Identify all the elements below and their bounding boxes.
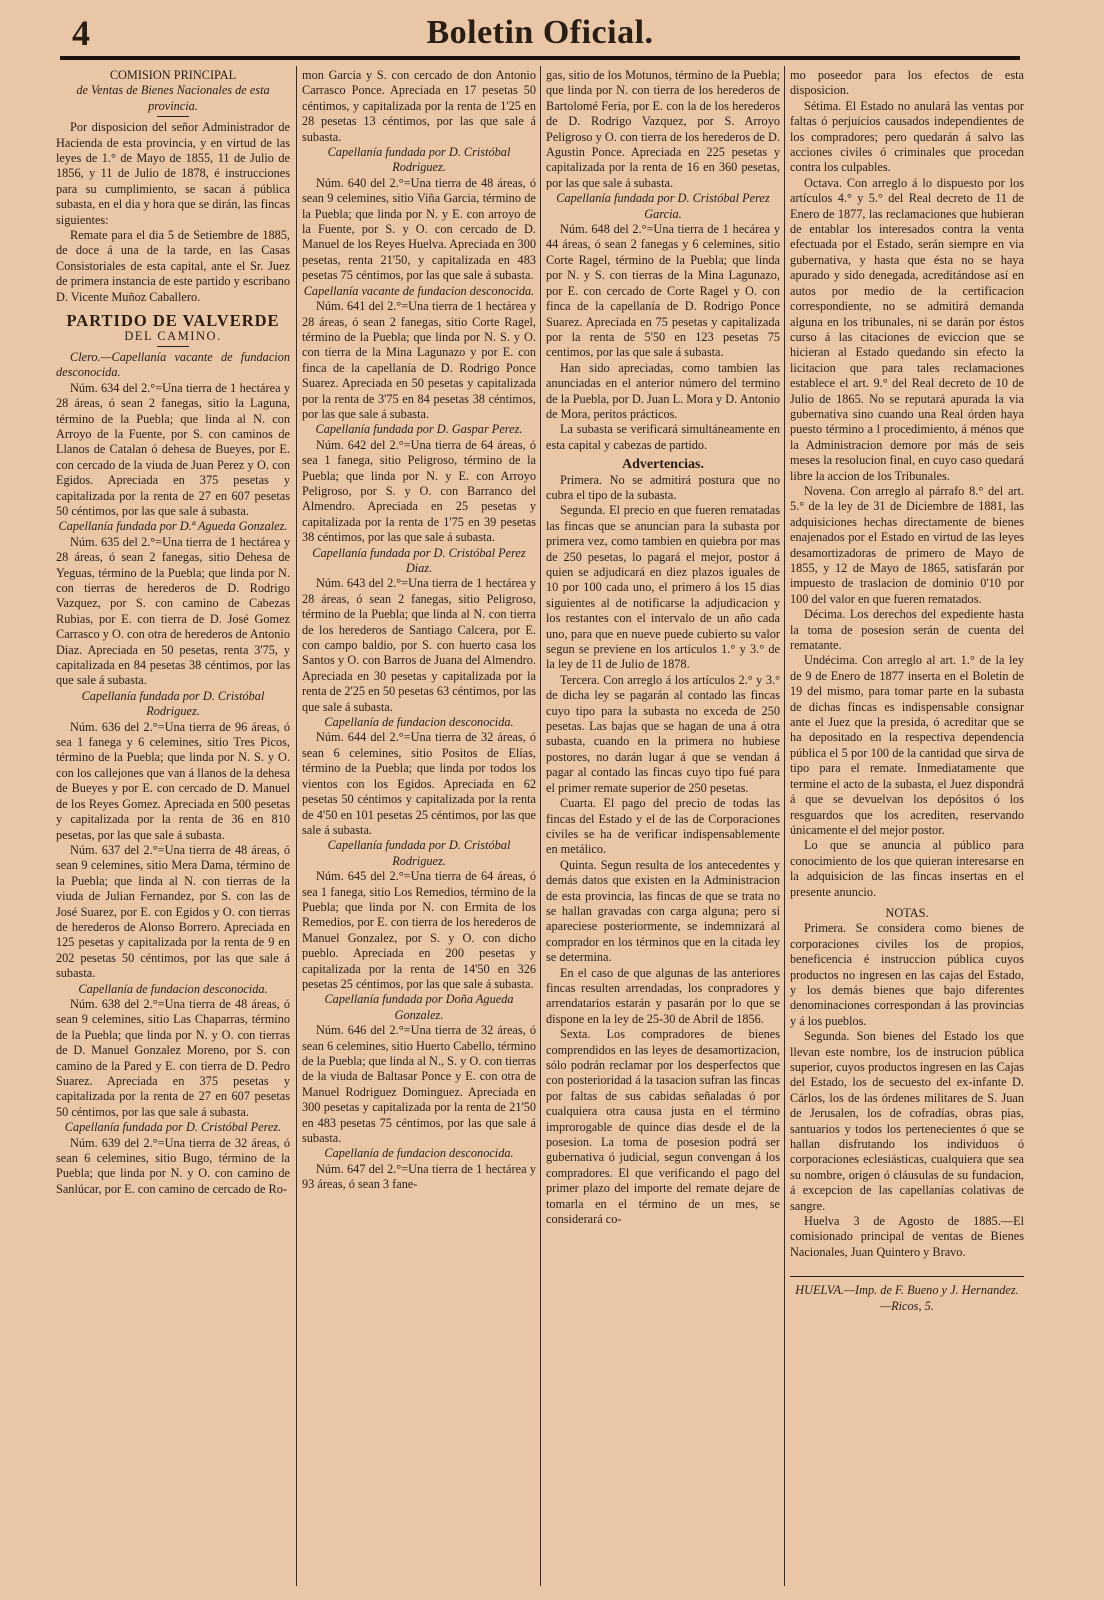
warning-6-continued: mo poseedor para los efectos de esta disposicion. <box>790 68 1024 98</box>
lot-647-continued: gas, sitio de los Motunos, término de la Puebla; que linda por N. con tierra de los herederos de Bartolomé Feria, por E. con la de los herederos de D. Rodrigo Vazquez, por S. Arroyo Peligroso y O. con tierra de los herederos de D. Agustin Ponce. Apreciada en 225 pesetas y capitalizada por la renta de 16 en 360 pesetas, por las que sale á subasta. <box>546 68 780 190</box>
warning-5: Quinta. Segun resulta de los antecedentes y demás datos que existen en la Administracion de esta provincia, las fincas de que se trata no se hallan gravadas con carga alguna; pero si apareciese posteriormente, se indemnizará al comprador en los términos que en la citada ley se determina. <box>546 857 780 965</box>
chaplaincy-note: Capellanía fundada por D. Gaspar Perez. <box>315 422 523 437</box>
chaplaincy-note: Capellanía fundada por D. Cristóbal Perez. <box>64 1120 282 1135</box>
warning-4: Cuarta. El pago del precio de todas las fincas del Estado y el de las de Corporaciones civiles se ha de verificar indispensablemente en metálico. <box>546 796 780 857</box>
note-1: Primera. Se considera como bienes de corporaciones civiles los de propios, beneficencia é instruccion pública cuyos productos no ingresen en las cajas del Estado, y los demás bienes que bajo diferentes denominaciones correspondan á las provincias y á los pueblos. <box>790 921 1024 1028</box>
chaplaincy-note: Capellanía fundada por D. Cristóbal Perez Diaz. <box>312 545 526 575</box>
column-1 <box>56 68 290 1590</box>
district-title: PARTIDO DE VALVERDE <box>66 311 280 331</box>
lot-639: Núm. 639 del 2.°=Una tierra de 32 áreas, ó sean 6 celemines, sitio Bugo, término de la Puebla; que linda por N. y O. con camino de Sanlúcar, por E. con camino de cercado de Ro- <box>56 1135 290 1196</box>
lot-645: Núm. 645 del 2.°=Una tierra de 64 áreas, ó sea 1 fanega, sitio Los Remedios, término de la Puebla; que linda por N. con Ermita de los Remedios, por E. con tierra de los herederos de Manuel Gonzalez, por S. y O. con dicho pueblo. Apreciada en 200 pesetas y capitalizada por la renta de 14'50 en 326 pesetas 25 céntimos, por las que sale á subasta. <box>302 869 536 991</box>
warning-2: Segunda. El precio en que fueren rematadas las fincas que se anuncian para la subasta por primera vez, como tambien en quiebra por mas de 250 pesetas, lo pagará el mejor, postor á quien se adjudicará en diez plazos iguales de 10 por 100 cada uno, el primero á los 15 dias siguientes al de notificarse la adjudicacion y los restantes con el intervalo de un año cada uno, para que en nueve puede cubierto su valor segun se previene en los artículos 1.° y 3.° de la ley de 11 de Julio de 1878. <box>546 503 780 672</box>
clero-heading: Clero.—Capellanía vacante de fundacion desconocida. <box>56 349 290 380</box>
district-subtitle: DEL CAMINO. <box>124 328 222 343</box>
column-3 <box>546 68 780 1590</box>
chaplaincy-note: Capellanía fundada por D.ª Agueda Gonzalez. <box>58 519 288 534</box>
warning-11: Undécima. Con arreglo al art. 1.° de la ley de 9 de Enero de 1877 inserta en el Boletin de 19 del mismo, para tomar parte en la subasta de dichas fincas es indispensable consignar ante el Juez que la presida, ó acreditar que se ha depositado en la respectiva dependencia pública el 5 por 100 de la cantidad que sirva de tipo para el remate. Inmediatamente que termine el acto de la subasta, el Juez dispondrá á que se devuelvan los depósitos ó los resguardos que los acrediten, reservando únicamente el del mejor postor. <box>790 653 1024 837</box>
lot-642: Núm. 642 del 2.°=Una tierra de 64 áreas, ó sea 1 fanega, sitio Peligroso, término de la Puebla; que linda por N. y E. con Arroyo Peligroso, por S. y O. con Barranco del Almendro. Apreciada en 25 pesetas y capitalizada por la renta de 1'75 en 39 pesetas 38 céntimos, por las que sale á subasta. <box>302 437 536 545</box>
lot-635: Núm. 635 del 2.°=Una tierra de 1 hectárea y 28 áreas, ó sean 2 fanegas, sitio Dehesa de Yeguas, término de la Puebla; que linda por N. con tierras de herederos de D. Rodrigo Vazquez, por S. con camino de Cabezas Rubias, por E. con tierra de D. José Gomez Carrasco y O. con otra de herederos de Antonio Diaz. Apreciada en 50 pesetas, renta 3'75, y capitalizada en 84 pesetas 38 céntimos, por las que sale á subasta. <box>56 534 290 688</box>
auction-paragraph: Remate para el dia 5 de Setiembre de 1885, de doce á una de la tarde, en las Casas Consistoriales de esta capital, ante el Sr. Juez de primera instancia de este partido y escribano D. Vicente Muñoz Caballero. <box>56 228 290 304</box>
lot-638: Núm. 638 del 2.°=Una tierra de 48 áreas, ó sean 9 celemines, sitio Las Chaparras, término de la Puebla; que linda por N. y O. con tierras de D. Manuel Gonzalez Moreno, por S. con camino de la Pared y E. con tierra de D. Pedro Suarez. Apreciada en 375 pesetas y capitalizada por la renta de 27 en 607 pesetas 50 céntimos, por las que sale á subasta. <box>56 996 290 1119</box>
lot-647: Núm. 647 del 2.°=Una tierra de 1 hectárea y 93 áreas, ó sean 3 fane- <box>302 1161 536 1192</box>
lot-643: Núm. 643 del 2.°=Una tierra de 1 hectárea y 28 áreas, ó sean 2 fanegas, sitio Peligroso, término de la Puebla; que linda al N. con tierra de los herederos de Santiago Calcera, por E. con campo baldio, por S. con huerto casa los Santos y O. con Barros de Juana del Almendro. Apreciada en 30 pesetas y capitalizada por la renta de 2'25 en 50 pesetas 63 céntimos, por las que sale á subasta. <box>302 576 536 714</box>
chaplaincy-note: Capellanía de fundacion desconocida. <box>324 1146 514 1161</box>
column-divider <box>296 66 297 1586</box>
printer-imprint: HUELVA.—Imp. de F. Bueno y J. Hernandez.—Ricos, 5. <box>790 1276 1024 1314</box>
notes-title: NOTAS. <box>885 905 929 920</box>
intro-paragraph: Por disposicion del señor Administrador de Hacienda de esta provincia, y en virtud de las leyes de 1.° de Mayo de 1855, 11 de Julio de 1856, y 11 de Julio de 1878, é instrucciones para su cumplimiento, se sacan á pública subasta, en el dia y hora que se dirán, las fincas siguientes: <box>56 120 290 227</box>
warning-7: Sétima. El Estado no anulará las ventas por faltas ó perjuicios causados independientes de los compradores; pero quedarán á salvo las acciones civiles ó criminales que procedan contra los culpables. <box>790 98 1024 175</box>
warning-6: Sexta. Los compradores de bienes comprendidos en las leyes de desamortizacion, sólo podrán reclamar por los desperfectos que con posterioridad á la tasacion sufran las fincas por faltas de sus cabidas señaladas ó por cualquiera otra causa justa en el término improrogable de quince dias desde el de la posesion. La toma de posesion podrá ser gubernativa ó judicial, segun convengan á los compradores. El que verificando el pago del primer plazo del importe del remate dejare de tomarla en el término de un mes, se considerará co- <box>546 1027 780 1227</box>
warning-3: Tercera. Con arreglo á los artículos 2.° y 3.° de dicha ley se pagarán al contado las fincas cuyo tipo para la subasta no exceda de 250 pesetas. Las bajas que se hagan de una á otra subasta, cuando en la primera no hubiese postores, no darán lugar á que se vendan á pagar al contado las fincas cuyo tipo fué para el primer remate superior de 250 pesetas. <box>546 672 780 795</box>
note-2: Segunda. Son bienes del Estado los que llevan este nombre, los de instrucion pública superior, cuyos productos ingresen en las Cajas del Estado, los de secuesto del ex-infante D. Cárlos, los de las órdenes militares de S. Juan de Jerusalen, los de cofradías, obras pias, santuarios y todos los pertenecientes ó que se hallan disfrutando los individuos ó corporaciones eclesiásticas, cualquiera que sea su nombre, origen ó cláusulas de su fundacion, á excepcion de las capellanías colativas de sangre. <box>790 1029 1024 1213</box>
lot-646: Núm. 646 del 2.°=Una tierra de 32 áreas, ó sean 6 celemines, sitio Huerto Cabello, término de la Puebla; que linda al N., S. y O. con tierras de la viuda de Baltasar Ponce y E. con otra de Manuel Rodriguez Dominguez. Apreciada en 300 pesetas y capitalizada por la renta de 21'50 en 483 pesetas 75 céntimos, por las que sale á subasta. <box>302 1023 536 1146</box>
commission-title: COMISION PRINCIPAL <box>109 68 237 82</box>
chaplaincy-note: Capellanía fundada por D. Cristóbal Rodriguez. <box>327 145 511 175</box>
header-rule <box>60 56 1020 60</box>
commission-subtitle: de Ventas de Bienes Nacionales de esta provincia. <box>76 83 270 113</box>
warning-9: Novena. Con arreglo al párrafo 8.° del art. 5.° de la ley de 31 de Diciembre de 1881, las adquisiciones hechas directamente de bienes enajenados por el Estado en virtud de las leyes desamortizadoras de primero de Mayo de 1855, y 12 de Mayo de 1865, satisfarán por impuesto de traslacion de dominio 0'10 por 100 del valor en que fueren rematados. <box>790 483 1024 606</box>
divider <box>157 116 189 117</box>
page-header <box>60 8 1020 58</box>
chaplaincy-note: Capellanía fundada por D. Cristóbal Rodriguez. <box>327 838 511 868</box>
chaplaincy-note: Capellanía fundada por Doña Agueda Gonzalez. <box>324 992 514 1022</box>
lot-648: Núm. 648 del 2.°=Una tierra de 1 hecárea y 44 áreas, ó sean 2 fanegas y 6 celemines, sitio Corte Ragel, término de la Puebla; que linda por N. y S. con tierras de la Mina Lagunazo, por E. con cercado de Corte Ragel y O. con finca de la capellanía de D. Rodrigo Ponce Suarez. Apreciada en 75 pesetas y capitalizada por la renta de 5'50 en 123 pesetas 75 centimos, por las que sale á subasta. <box>546 222 780 360</box>
lot-644: Núm. 644 del 2.°=Una tierra de 32 áreas, ó sean 6 celemines, sitio Positos de Elías, término de la Puebla; que linda por todos los vientos con los Egidos. Apreciada en 62 pesetas 50 céntimos y capitalizada por la renta de 4'50 en 101 pesetas 25 céntimos, por las que sale á subasta. <box>302 730 536 837</box>
warning-8: Octava. Con arreglo á lo dispuesto por los artículos 4.° y 5.° del Real decreto de 11 de Enero de 1877, las reclamaciones que hubieran de entablar los interesados contra la venta efectuada por el Estado, serán siempre en via gubernativa, y hasta que ésta no se haya apurado y sido denegada, acreditándose así en autos por medio de la certificacion correspondiente, no se admitirá demanda alguna en los tribunales, ni se darán por éstos curso á las citaciones de eviccion que se hicieran al Estado quedando sin efecto la licitacion que para tales reclamaciones establece el art. 9.° del Real decreto de 10 de Julio de 1865. No se reputará apurada la via gubernativa sino cuando una Real órden haya puesto término a l procedimiento, á ménos que la Administracion demore por más de seis meses la resolucion final, en cuyo caso quedará libre la accion de los Tribunales. <box>790 175 1024 483</box>
chaplaincy-note: Capellanía de fundacion desconocida. <box>324 715 514 730</box>
column-divider <box>540 66 541 1586</box>
chaplaincy-note: Capellanía de fundacion desconocida. <box>78 981 268 996</box>
column-4 <box>790 68 1024 1590</box>
lot-637: Núm. 637 del 2.°=Una tierra de 48 áreas, ó sean 9 celemines, sitio Mera Dama, término de la Puebla; que linda al N. con tierras de la viuda de Julian Fernandez, por S. con las de José Suarez, por E. con Egidos y O. con tierras de herederos de Alonso Borrero. Apreciada en 125 pesetas y capitalizada por la renta de 9 en 202 pesetas 50 céntimos, por las que sale á subasta. <box>56 842 290 981</box>
lot-639-continued: mon Garcia y S. con cercado de don Antonio Carrasco Ponce. Apreciada en 17 pesetas 50 céntimos, y capitalizada por la renta de 1'25 en 28 pesetas 13 céntimos, por las que sale á subasta. <box>302 68 536 144</box>
warning-1: Primera. No se admitirá postura que no cubra el tipo de la subasta. <box>546 472 780 502</box>
chaplaincy-note: Capellanía vacante de fundacion desconocida. <box>303 283 535 298</box>
appraisers-paragraph: Han sido apreciadas, como tambien las anunciadas en el anterior número del termino de la Puebla, por D. Juan L. Mora y D. Antonio de Mora, peritos prácticos. <box>546 360 780 421</box>
warning-10: Décima. Los derechos del expediente hasta la toma de posesion serán de cuenta del rematante. <box>790 607 1024 653</box>
warnings-title: Advertencias. <box>621 457 705 473</box>
column-2 <box>302 68 536 1590</box>
chaplaincy-note: Capellanía fundada por D. Cristóbal Perez Garcia. <box>556 191 770 221</box>
lot-641: Núm. 641 del 2.°=Una tierra de 1 hectárea y 28 áreas, ó sean 2 fanegas, sitio Corte Ragel, término de la Puebla; que linda por N. S. y O. con tierra de la Mina Lagunazo y por E. con finca de la capellanía de D. Rodrigo Ponce Suarez. Apreciada en 50 pesetas y capitalizada por la renta de 3'75 en 84 pesetas 38 céntimos, por las que sale á subasta. <box>302 299 536 421</box>
divider <box>157 346 189 347</box>
masthead-title: Boletin Oficial. <box>426 14 654 51</box>
closing-paragraph: Lo que se anuncia al público para conocimiento de los que quieran interesarse en la adquisicion de las fincas insertas en el presente anuncio. <box>790 838 1024 899</box>
signature-paragraph: Huelva 3 de Agosto de 1885.—El comisionado principal de ventas de Bienes Nacionales, Juan Quintero y Bravo. <box>790 1214 1024 1259</box>
column-divider <box>784 66 785 1586</box>
chaplaincy-note: Capellanía fundada por D. Cristóbal Rodriguez. <box>81 688 265 719</box>
simultaneous-paragraph: La subasta se verificará simultáneamente en esta capital y cabezas de partido. <box>546 422 780 452</box>
lot-634: Núm. 634 del 2.°=Una tierra de 1 hectárea y 28 áreas, ó sean 2 fanegas, sitio la Laguna, término de la Puebla; que linda al N. con Arroyo de la Fuente, por S. con caminos de Llanos de Catalan ó dehesa de Bueyes, por E. con cercado de la viuda de Juan Perez y O. con Egidos. Apreciada en 375 pesetas y capitalizada por la renta de 27 en 607 pesetas 50 céntimos, por las que sale á subasta. <box>56 380 290 518</box>
page-number: 4 <box>72 13 90 53</box>
lot-640: Núm. 640 del 2.°=Una tierra de 48 áreas, ó sean 9 celemines, sitio Viña Garcia, término de la Puebla; que linda por N. y E. con arroyo de la Fuente, por S. y O. con cercado de D. Manuel de los Reyes Huelva. Apreciada en 300 pesetas, renta 21'50, y capitalizada en 483 pesetas 75 céntimos, por las que sale á subasta. <box>302 175 536 283</box>
lot-636: Núm. 636 del 2.°=Una tierra de 96 áreas, ó sea 1 fanega y 6 celemines, sitio Tres Picos, término de la Puebla; que linda por N. S. y O. con los callejones que van á llanos de la dehesa de Bueyes y por E. con cercado de D. Manuel de los Reyes Gomez. Apreciada en 500 pesetas y capitalizada por la renta de 36 en 810 pesetas, por las que sale á subasta. <box>56 719 290 842</box>
lease-paragraph: En el caso de que algunas de las anteriores fincas resulten arrendadas, los conpradores y arrendatarios estarán y pasarán por lo que se dispone en la ley de 25-30 de Abril de 1856. <box>546 965 780 1026</box>
